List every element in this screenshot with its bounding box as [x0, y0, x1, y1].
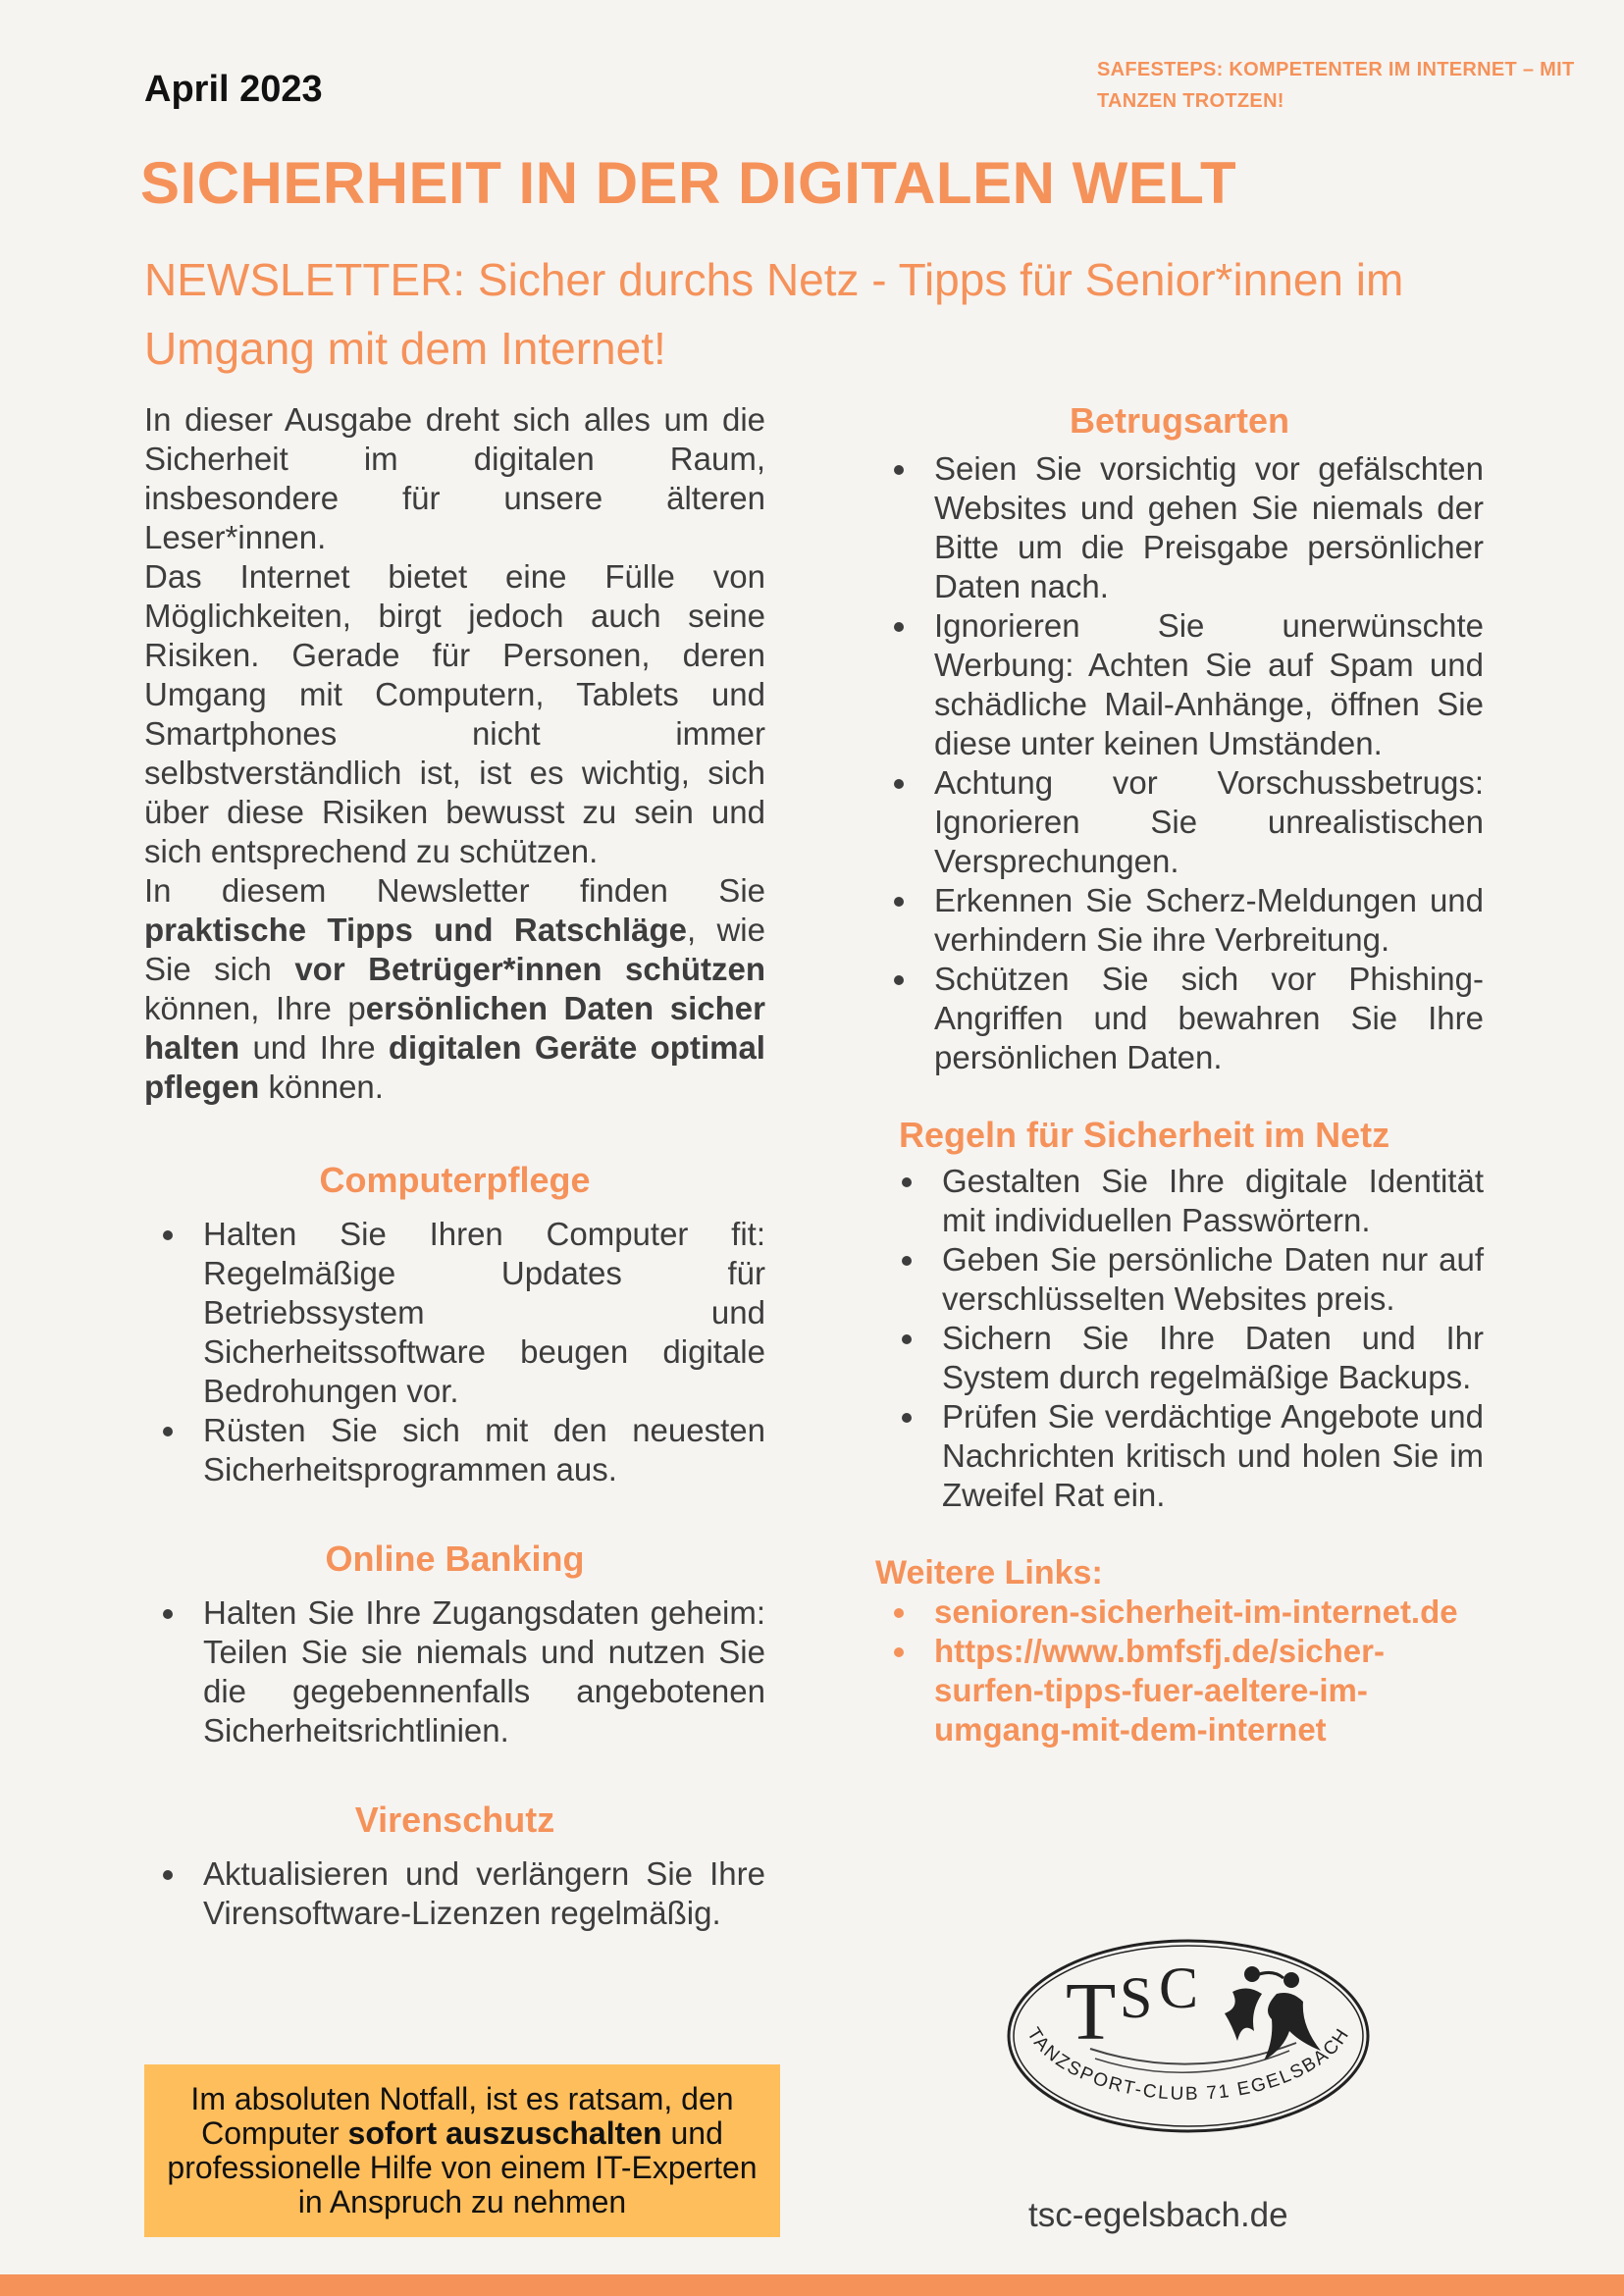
logo-letter-t: T — [1066, 1966, 1117, 2058]
intro-bold: praktische Tipps und Ratschläge — [144, 912, 687, 948]
list-item: • Erkennen Sie Scherz-Meldungen und verhindern Sie ihre Verbreitung. — [920, 881, 1484, 960]
tagline: SAFESTEPS: KOMPETENTER IM INTERNET – MIT TANZEN TROTZEN! — [1097, 59, 1575, 112]
list-item: • Prüfen Sie verdächtige Angebote und Nachrichten kritisch und holen Sie im Zweifel Rat ein. — [928, 1397, 1484, 1515]
link-bmfsfj[interactable]: • https://www.bmfsfj.de/sicher-surfen-tipps-fuer-aeltere-im-umgang-mit-dem-internet — [920, 1632, 1484, 1749]
logo-letter-s: S — [1120, 1965, 1153, 2030]
list-item: • Gestalten Sie Ihre digitale Identität mit individuellen Passwörtern. — [928, 1162, 1484, 1240]
betrugsarten-list — [875, 449, 1484, 1077]
list-item: • Rüsten Sie sich mit den neuesten Sicherheitsprogrammen aus. — [189, 1411, 765, 1489]
dancers-icon — [1225, 1966, 1321, 2061]
list-item: • Aktualisieren und verlängern Sie Ihre Virensoftware-Lizenzen regelmäßig. — [189, 1854, 765, 1933]
links-list — [875, 1592, 1484, 1749]
regeln-list — [875, 1162, 1484, 1515]
computerpflege-heading: Computerpflege — [319, 1160, 591, 1200]
betrugsarten-heading: Betrugsarten — [1069, 400, 1290, 441]
logo-ring-text: TANZSPORT-CLUB 71 EGELSBACH — [1022, 2023, 1354, 2105]
intro-text: In diesem Newsletter finden Sie — [144, 872, 765, 909]
left-column — [144, 400, 765, 1933]
intro-text: und Ihre — [239, 1029, 389, 1066]
online-banking-heading: Online Banking — [325, 1539, 585, 1579]
online-banking-list — [144, 1593, 765, 1750]
intro-bold: ersönlichen Daten sicher halten — [144, 990, 765, 1066]
newsletter-date: April 2023 — [144, 69, 323, 110]
intro-paragraph-1: In dieser Ausgabe dreht sich alles um die Sicherheit im digitalen Raum, insbesondere für unsere älteren Leser*innen. — [144, 401, 765, 555]
link-senioren-sicherheit[interactable]: • senioren-sicherheit-im-internet.de — [920, 1592, 1484, 1632]
list-item: • Geben Sie persönliche Daten nur auf verschlüsselten Websites preis. — [928, 1240, 1484, 1319]
logo-letter-c: C — [1159, 1956, 1199, 2020]
intro-bold: vor Betrüger*innen schützen — [294, 951, 766, 987]
list-item: • Schützen Sie sich vor Phishing-Angriffen und bewahren Sie Ihre persönlichen Daten. — [920, 960, 1484, 1077]
tsc-logo — [997, 1933, 1380, 2139]
computerpflege-list — [144, 1215, 765, 1489]
list-item: • Seien Sie vorsichtig vor gefälschten Websites und gehen Sie niemals der Bitte um die Preisgabe persönlicher Daten nach. — [920, 449, 1484, 606]
list-item: • Halten Sie Ihre Zugangsdaten geheim: Teilen Sie sie niemals und nutzen Sie die gegebennenfalls angebotenen Sicherheitsrichtlinien. — [189, 1593, 765, 1750]
intro-bold: digitalen Geräte optimal pflegen — [144, 1029, 765, 1105]
right-column — [875, 400, 1484, 1749]
list-item: • Halten Sie Ihren Computer fit: Regelmäßige Updates für Betriebssystem und Sicherheitssoftware beugen digitale Bedrohungen vor. — [189, 1215, 765, 1411]
page-title: SICHERHEIT IN DER DIGITALEN WELT — [140, 150, 1237, 216]
intro-paragraph-2: Das Internet bietet eine Fülle von Möglichkeiten, birgt jedoch auch seine Risiken. Gerade für Personen, deren Umgang mit Computern, Tablets und Smartphones nicht immer selbstverständlich ist, ist es wichtig, sich über diese Risiken bewusst zu sein und sich entsprechend zu schützen. — [144, 558, 765, 869]
intro-paragraph-3 — [144, 871, 765, 1107]
page-subtitle: NEWSLETTER: Sicher durchs Netz - Tipps für Senior*innen im Umgang mit dem Internet! — [144, 254, 1404, 374]
notice-text: und professionelle Hilfe von einem IT-Experten in Anspruch zu nehmen — [167, 2115, 758, 2219]
links-heading: Weitere Links: — [875, 1554, 1103, 1592]
notice-text: Im absoluten Notfall, ist es ratsam, den Computer — [190, 2081, 734, 2151]
virenschutz-heading: Virenschutz — [354, 1800, 555, 1840]
list-item: • Ignorieren Sie unerwünschte Werbung: Achten Sie auf Spam und schädliche Mail-Anhänge, öffnen Sie diese unter keinen Umständen. — [920, 606, 1484, 763]
list-item: • Sichern Sie Ihre Daten und Ihr System durch regelmäßige Backups. — [928, 1319, 1484, 1397]
intro-text: können. — [259, 1069, 384, 1105]
list-item: • Achtung vor Vorschussbetrugs: Ignorieren Sie unrealistischen Versprechungen. — [920, 763, 1484, 881]
bottom-accent-bar — [0, 2274, 1624, 2296]
website-url[interactable]: tsc-egelsbach.de — [1028, 2196, 1288, 2234]
emergency-notice — [144, 2064, 780, 2237]
notice-bold: sofort auszuschalten — [347, 2115, 662, 2151]
intro-text: , wie Sie sich — [144, 912, 765, 987]
intro-text: können, Ihre p — [144, 990, 366, 1026]
regeln-heading: Regeln für Sicherheit im Netz — [899, 1115, 1390, 1155]
virenschutz-list — [144, 1854, 765, 1933]
